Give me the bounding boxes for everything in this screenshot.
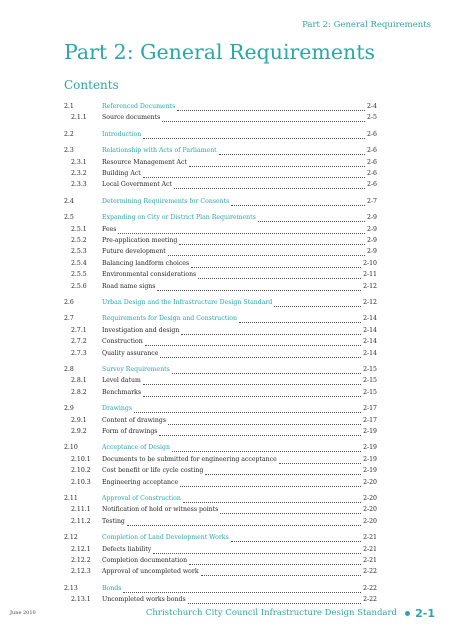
toc-entry-page: 2-22 <box>363 596 377 604</box>
toc-entry-page: 2-14 <box>363 315 377 323</box>
toc-dot-leader <box>198 278 361 279</box>
toc-section-entry[interactable] <box>64 214 377 225</box>
toc-dot-leader <box>181 334 361 335</box>
toc-dot-leader <box>189 166 365 167</box>
toc-subsection-entry[interactable] <box>64 417 377 428</box>
toc-entry-title: Investigation and design <box>102 326 180 334</box>
toc-dot-leader <box>123 592 361 593</box>
toc-entry-title: Bonds <box>102 584 122 592</box>
toc-dot-leader <box>145 345 361 346</box>
toc-entry-page: 2-15 <box>363 366 377 373</box>
toc-entry-page: 2-20 <box>363 478 377 486</box>
toc-subsection-entry[interactable] <box>64 389 377 400</box>
toc-entry-page: 2-11 <box>363 271 377 279</box>
toc-dot-leader <box>177 110 365 111</box>
toc-entry-title: Relationship with Acts of Parliament <box>102 147 217 155</box>
running-head: Part 2: General Requirements <box>302 20 431 30</box>
toc-entry-number: 2.12 <box>64 534 78 542</box>
toc-dot-leader <box>189 564 361 565</box>
toc-entry-number: 2.11.2 <box>71 517 91 525</box>
toc-dot-leader <box>239 322 361 323</box>
toc-entry-page: 2-17 <box>363 405 377 413</box>
toc-subsection-entry[interactable] <box>64 377 377 388</box>
toc-entry-number: 2.1 <box>64 103 74 110</box>
toc-entry-page: 2-17 <box>363 416 377 424</box>
toc-dot-leader <box>168 255 365 256</box>
toc-entry-page: 2-21 <box>363 557 377 564</box>
toc-entry-number: 2.11 <box>64 495 78 502</box>
toc-entry-title: Drawings <box>102 405 133 413</box>
toc-dot-leader <box>258 221 365 222</box>
toc-subsection-entry[interactable] <box>64 456 377 467</box>
toc-section-entry[interactable] <box>64 315 377 326</box>
toc-dot-leader <box>188 603 361 604</box>
toc-entry-number: 2.7 <box>64 315 74 323</box>
toc-subsection-entry[interactable] <box>64 350 377 361</box>
toc-section-entry[interactable] <box>64 444 377 455</box>
toc-dot-leader <box>219 154 365 155</box>
footer-date: June 2010 <box>10 610 36 616</box>
toc-entry-page: 2-21 <box>363 534 377 542</box>
toc-entry-title: Urban Design and the Infrastructure Design Standard <box>102 299 273 306</box>
toc-section-entry[interactable] <box>64 405 377 416</box>
toc-dot-leader <box>231 541 361 542</box>
toc-section-entry[interactable] <box>64 147 377 158</box>
toc-dot-leader <box>183 502 361 503</box>
toc-dot-leader <box>274 306 361 307</box>
toc-entry-page: 2-6 <box>367 130 377 138</box>
toc-entry-number: 2.5.4 <box>71 259 87 267</box>
toc-entry-number: 2.7.2 <box>71 338 87 346</box>
toc-entry-title: Defects liability <box>102 545 152 553</box>
toc-section-entry[interactable] <box>64 131 377 142</box>
toc-entry-title: Requirements for Design and Construction <box>102 315 237 323</box>
toc-entry-page: 2-6 <box>367 147 377 155</box>
toc-entry-page: 2-20 <box>363 495 377 502</box>
toc-subsection-entry[interactable] <box>64 283 377 294</box>
toc-dot-leader <box>201 575 361 576</box>
toc-dot-leader <box>143 138 365 139</box>
toc-entry-number: 2.10.3 <box>71 478 91 486</box>
footer-bullet-icon <box>405 611 410 616</box>
toc-entry-title: Local Government Act <box>102 181 173 189</box>
toc-entry-number: 2.5.1 <box>71 225 87 233</box>
toc-entry-page: 2-14 <box>363 349 377 357</box>
toc-dot-leader <box>220 513 361 514</box>
toc-dot-leader <box>143 396 361 397</box>
toc-subsection-entry[interactable] <box>64 428 377 439</box>
toc-dot-leader <box>179 244 365 245</box>
toc-entry-page: 2-12 <box>363 299 377 306</box>
toc-entry-page: 2-4 <box>367 103 377 110</box>
toc-entry-page: 2-10 <box>363 259 377 267</box>
toc-dot-leader <box>231 205 365 206</box>
toc-dot-leader <box>180 486 361 487</box>
toc-subsection-entry[interactable] <box>64 506 377 517</box>
toc-entry-page: 2-22 <box>363 584 377 592</box>
toc-entry-number: 2.13.1 <box>71 596 91 604</box>
toc-entry-page: 2-12 <box>363 282 377 290</box>
toc-subsection-entry[interactable] <box>64 518 377 529</box>
toc-dot-leader <box>172 451 361 452</box>
toc-entry-number: 2.12.1 <box>71 545 91 553</box>
toc-entry-title: Balancing landform choices <box>102 259 190 267</box>
toc-entry-page: 2-9 <box>367 214 377 222</box>
toc-entry-page: 2-22 <box>363 568 377 576</box>
toc-entry-number: 2.3.3 <box>71 181 87 189</box>
toc-entry-title: Content of drawings <box>102 416 167 424</box>
toc-entry-page: 2-7 <box>367 197 377 205</box>
toc-section-entry[interactable] <box>64 366 377 377</box>
toc-entry-number: 2.3 <box>64 147 74 155</box>
toc-subsection-entry[interactable] <box>64 479 377 490</box>
toc-entry-page: 2-9 <box>367 237 377 244</box>
toc-entry-number: 2.10.2 <box>71 467 91 475</box>
toc-entry-number: 2.9 <box>64 405 74 413</box>
toc-entry-page: 2-6 <box>367 158 377 166</box>
toc-dot-leader <box>127 525 361 526</box>
toc-entry-number: 2.3.2 <box>71 170 87 177</box>
toc-entry-number: 2.6 <box>64 299 74 306</box>
toc-subsection-entry[interactable] <box>64 546 377 557</box>
toc-entry-number: 2.5 <box>64 214 74 222</box>
toc-entry-title: Completion documentation <box>102 557 188 564</box>
toc-dot-leader <box>279 463 361 464</box>
toc-entry-page: 2-19 <box>363 428 377 435</box>
toc-section-entry[interactable] <box>64 585 377 596</box>
toc-entry-page: 2-14 <box>363 338 377 346</box>
toc-subsection-entry[interactable] <box>64 114 377 125</box>
toc-entry-number: 2.5.6 <box>71 282 87 290</box>
toc-entry-title: Completion of Land Development Works <box>102 534 229 542</box>
toc-entry-page: 2-6 <box>367 170 377 177</box>
toc-entry-title: Survey Requirements <box>102 366 170 373</box>
toc-entry-page: 2-15 <box>363 388 377 396</box>
toc-dot-leader <box>174 188 365 189</box>
toc-subsection-entry[interactable] <box>64 170 377 181</box>
page-title: Part 2: General Requirements <box>64 40 375 64</box>
toc-entry-number: 2.8.1 <box>71 377 87 385</box>
toc-entry-title: Level datum <box>102 377 141 385</box>
contents-heading: Contents <box>64 78 119 92</box>
toc-subsection-entry[interactable] <box>64 248 377 259</box>
toc-subsection-entry[interactable] <box>64 181 377 192</box>
toc-entry-number: 2.12.3 <box>71 568 91 576</box>
toc-entry-number: 2.7.3 <box>71 349 87 357</box>
toc-dot-leader <box>162 121 365 122</box>
toc-entry-title: Testing <box>102 517 125 525</box>
toc-entry-page: 2-14 <box>363 326 377 334</box>
toc-dot-leader <box>157 290 361 291</box>
toc-entry-title: Quality assurance <box>102 349 159 357</box>
toc-entry-title: Pre-application meeting <box>102 237 178 244</box>
toc-entry-number: 2.8.2 <box>71 388 87 396</box>
toc-dot-leader <box>205 474 361 475</box>
toc-dot-leader <box>172 373 361 374</box>
toc-entry-title: Determining Requirements for Consents <box>102 197 230 205</box>
toc-entry-title: Expanding on City or District Plan Requirements <box>102 214 256 222</box>
toc-subsection-entry[interactable] <box>64 271 377 282</box>
toc-entry-page: 2-15 <box>363 377 377 385</box>
toc-entry-number: 2.9.1 <box>71 416 87 424</box>
toc-dot-leader <box>118 233 365 234</box>
toc-entry-title: Engineering acceptance <box>102 478 179 486</box>
toc-entry-title: Approval of Construction <box>102 495 181 502</box>
toc-entry-page: 2-5 <box>367 114 377 122</box>
toc-subsection-entry[interactable] <box>64 327 377 338</box>
toc-subsection-entry[interactable] <box>64 557 377 568</box>
toc-section-entry[interactable] <box>64 495 377 506</box>
toc-entry-page: 2-9 <box>367 248 377 256</box>
toc-entry-number: 2.7.1 <box>71 326 87 334</box>
toc-subsection-entry[interactable] <box>64 568 377 579</box>
toc-entry-title: Road name signs <box>102 282 156 290</box>
toc-entry-title: Uncompleted works bonds <box>102 596 186 604</box>
toc-entry-title: Acceptance of Design <box>102 444 170 452</box>
toc-section-entry[interactable] <box>64 534 377 545</box>
toc-entry-title: Notification of hold or witness points <box>102 506 219 514</box>
toc-entry-page: 2-6 <box>367 181 377 189</box>
toc-entry-page: 2-19 <box>363 455 377 463</box>
toc-entry-page: 2-20 <box>363 506 377 514</box>
toc-entry-number: 2.12.2 <box>71 557 91 564</box>
toc-dot-leader <box>168 424 361 425</box>
toc-entry-number: 2.5.2 <box>71 237 87 244</box>
toc-entry-title: Introduction <box>102 130 142 138</box>
toc-section-entry[interactable] <box>64 103 377 114</box>
toc-entry-page: 2-19 <box>363 467 377 475</box>
toc-entry-title: Referenced Documents <box>102 103 176 110</box>
toc-entry-number: 2.9.2 <box>71 428 87 435</box>
toc-dot-leader <box>134 412 361 413</box>
toc-entry-title: Approval of uncompleted work <box>102 568 199 576</box>
toc-dot-leader <box>159 435 361 436</box>
toc-dot-leader <box>143 177 365 178</box>
toc-entry-title: Form of drawings <box>102 428 158 435</box>
toc-entry-page: 2-21 <box>363 545 377 553</box>
toc-entry-number: 2.10.1 <box>71 455 91 463</box>
toc-dot-leader <box>153 553 361 554</box>
toc-subsection-entry[interactable] <box>64 226 377 237</box>
toc-subsection-entry[interactable] <box>64 467 377 478</box>
footer-page-number: 2-1 <box>415 607 435 620</box>
toc-entry-number: 2.3.1 <box>71 158 87 166</box>
toc-entry-page: 2-20 <box>363 517 377 525</box>
toc-entry-title: Future development <box>102 248 166 256</box>
toc-section-entry[interactable] <box>64 198 377 209</box>
toc-entry-number: 2.8 <box>64 366 74 373</box>
toc-entry-number: 2.2 <box>64 130 74 138</box>
toc-entry-number: 2.4 <box>64 197 74 205</box>
toc-entry-title: Resource Management Act <box>102 158 187 166</box>
toc-subsection-entry[interactable] <box>64 596 377 607</box>
toc-entry-title: Cost benefit or life cycle costing <box>102 467 204 475</box>
toc-entry-title: Construction <box>102 338 143 346</box>
toc-entry-title: Fees <box>102 225 117 233</box>
toc-subsection-entry[interactable] <box>64 159 377 170</box>
toc-entry-number: 2.10 <box>64 444 78 452</box>
toc-dot-leader <box>143 384 361 385</box>
footer-document-title: Christchurch City Council Infrastructure Design Standard <box>145 608 397 618</box>
toc-subsection-entry[interactable] <box>64 260 377 271</box>
toc-section-entry[interactable] <box>64 299 377 310</box>
toc-entry-page: 2-9 <box>367 225 377 233</box>
toc-entry-number: 2.11.1 <box>71 506 91 514</box>
toc-entry-number: 2.13 <box>64 584 78 592</box>
toc-entry-title: Benchmarks <box>102 388 142 396</box>
toc-dot-leader <box>191 267 361 268</box>
toc-entry-title: Documents to be submitted for engineering acceptance <box>102 455 277 463</box>
toc-entry-number: 2.5.3 <box>71 248 87 256</box>
toc-subsection-entry[interactable] <box>64 338 377 349</box>
toc-entry-title: Source documents <box>102 114 161 122</box>
toc-dot-leader <box>160 357 361 358</box>
toc-entry-title: Environmental considerations <box>102 271 197 279</box>
toc-entry-number: 2.5.5 <box>71 271 87 279</box>
toc-subsection-entry[interactable] <box>64 237 377 248</box>
toc-entry-number: 2.1.1 <box>71 114 87 122</box>
toc-entry-title: Building Act <box>102 170 141 177</box>
toc-entry-page: 2-19 <box>363 444 377 452</box>
